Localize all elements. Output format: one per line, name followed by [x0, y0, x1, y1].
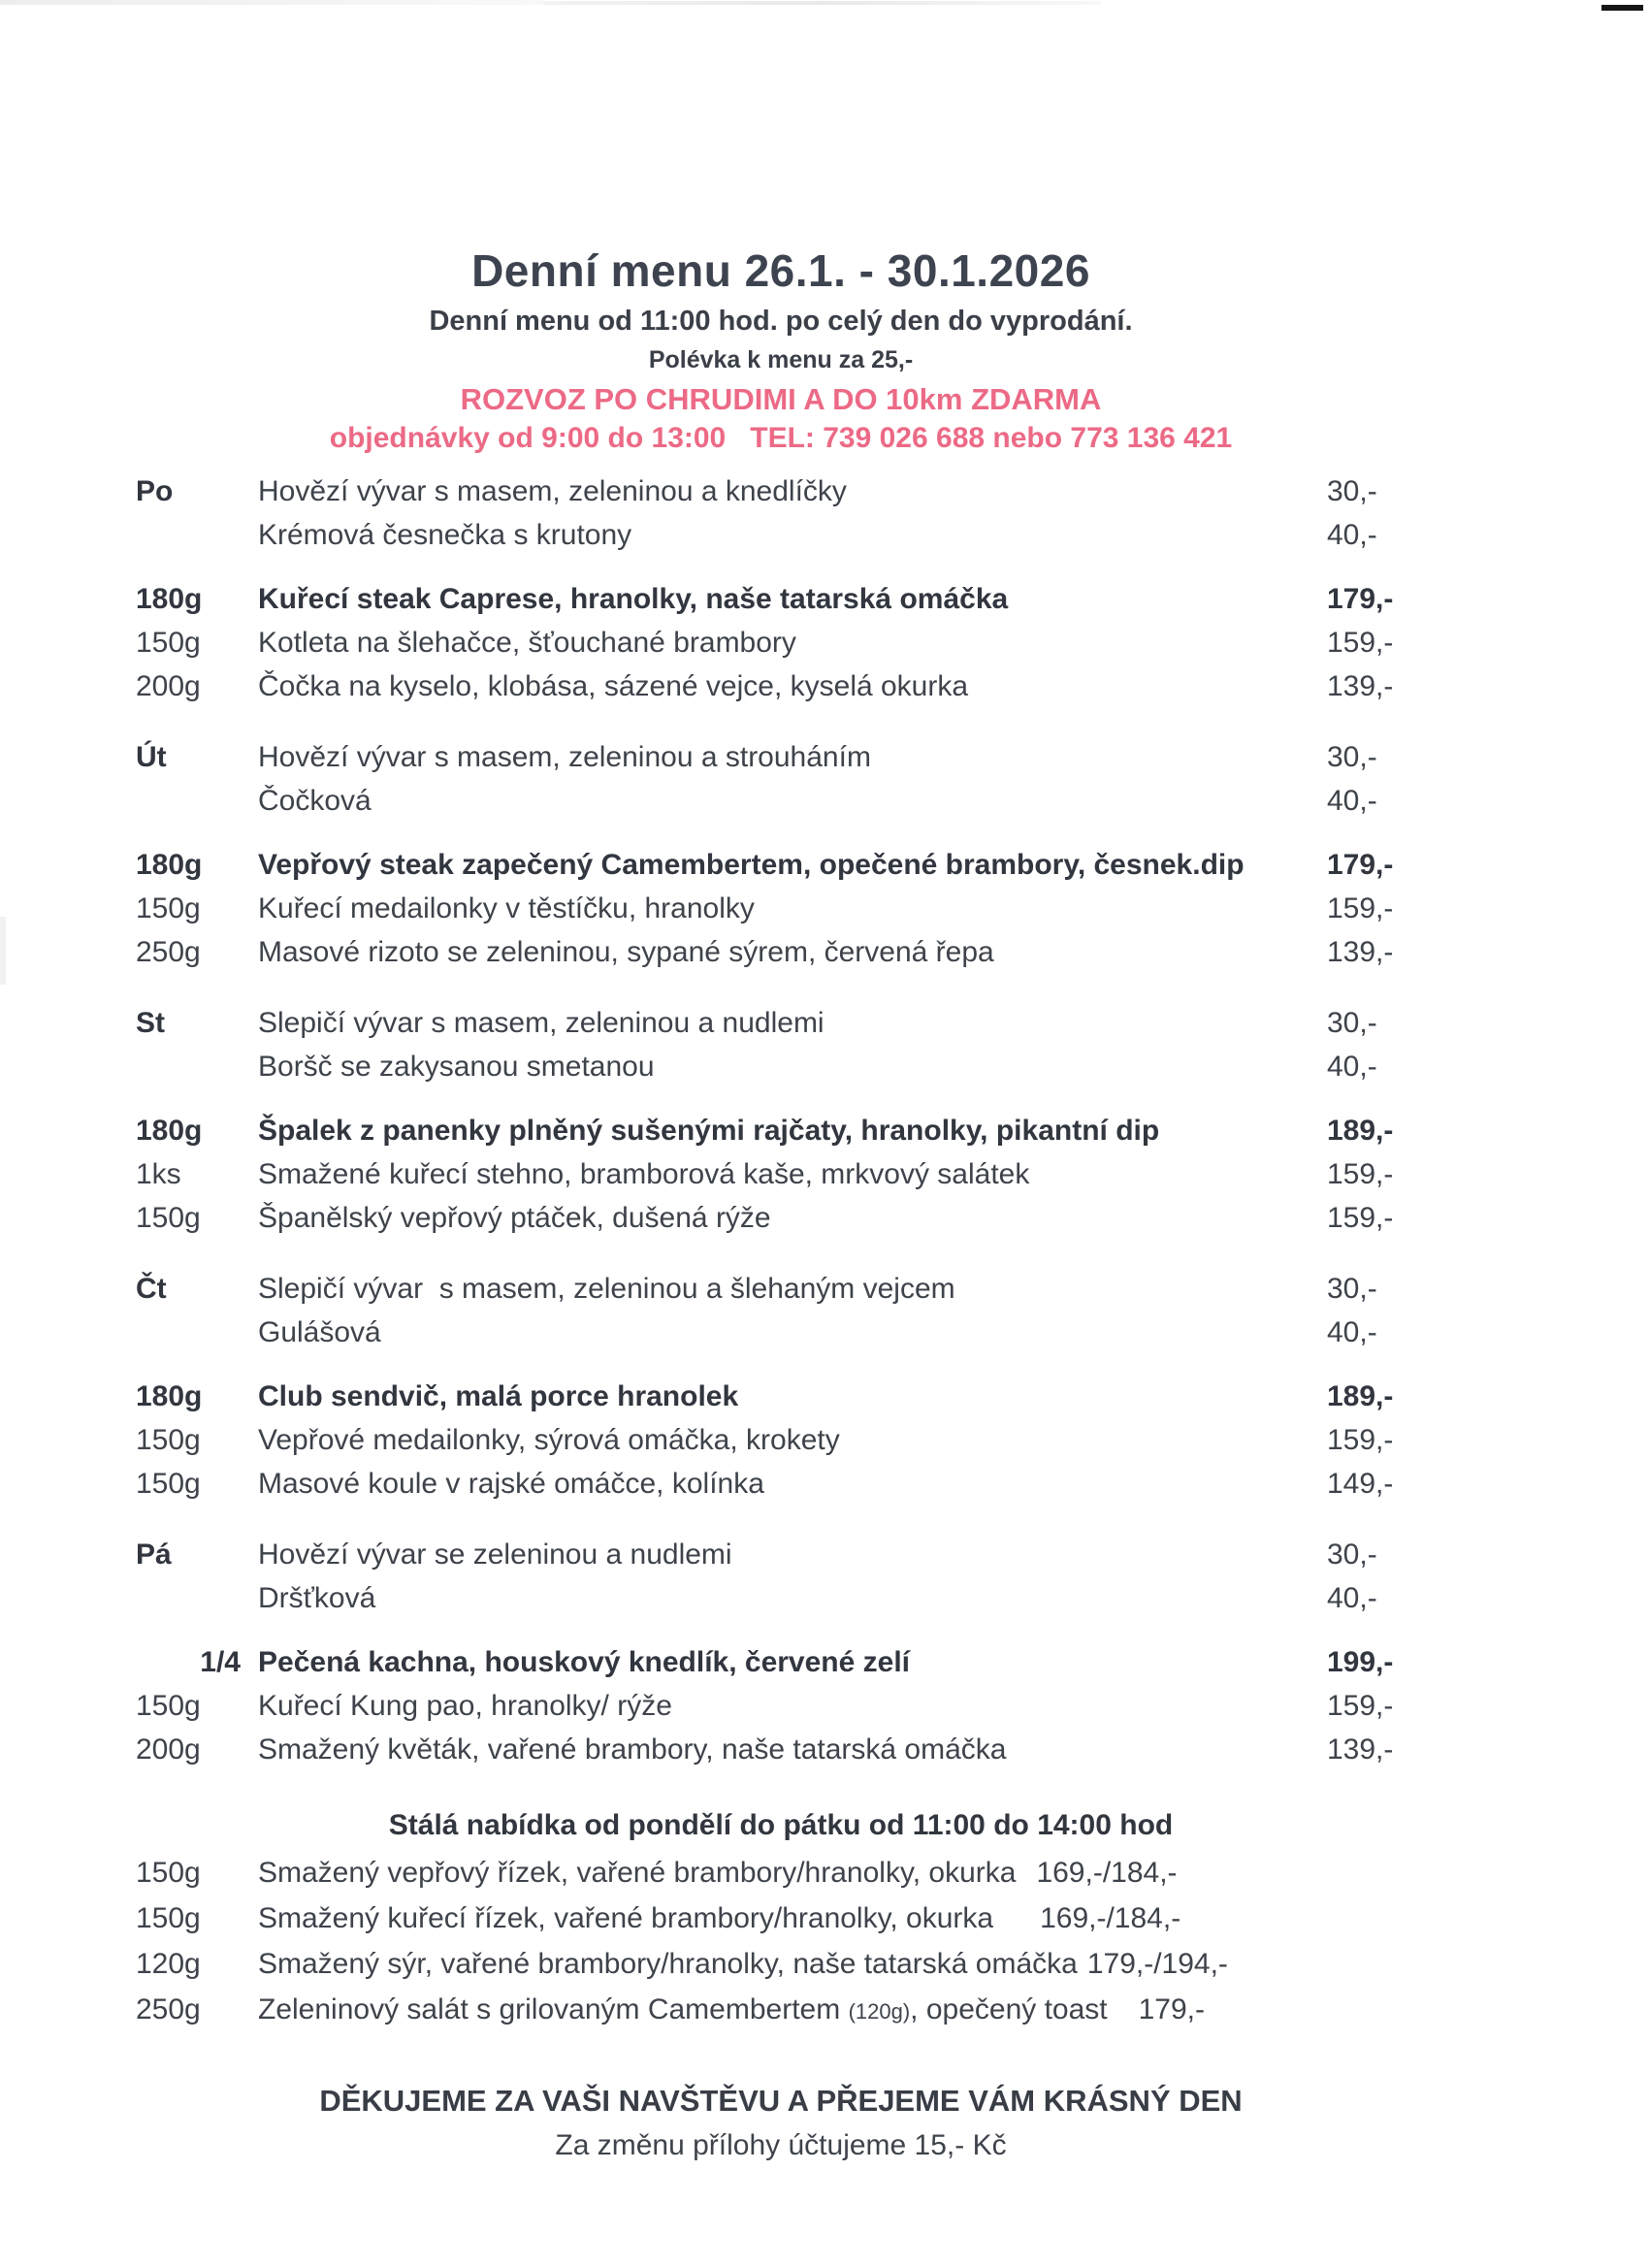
dish-name-suffix: , opečený toast — [910, 1993, 1108, 2025]
dish-qty: 180g — [136, 583, 203, 615]
main-dish-row — [136, 930, 1426, 974]
qty-empty — [136, 513, 241, 557]
soup-note: Polévka k menu za 25,- — [648, 346, 914, 373]
dish-name: Smažený vepřový řízek, vařené brambory/hranolky, okurka — [258, 1857, 1017, 1889]
dish-price: 179,- — [1327, 849, 1394, 881]
soup-price: 40,- — [1327, 785, 1377, 817]
dish-name: Masové koule v rajské omáčce, kolínka — [258, 1468, 764, 1500]
soup-row — [136, 1533, 1426, 1576]
standing-offer-row — [136, 1895, 1426, 1941]
menu-header — [136, 244, 1426, 458]
scan-dash-artifact — [1601, 5, 1643, 11]
qty-empty — [136, 779, 241, 823]
dish-name: Smažené kuřecí stehno, bramborová kaše, mrkvový salátek — [258, 1158, 1030, 1190]
dish-name: Kotleta na šlehačce, šťouchané brambory — [258, 627, 796, 659]
soup-row — [136, 513, 1426, 557]
day-block-tuesday — [136, 735, 1426, 974]
main-dish-row — [136, 1418, 1426, 1462]
dish-price: 159,- — [1327, 1202, 1394, 1234]
day-label: Po — [136, 475, 174, 507]
dish-qty: 150g — [136, 1902, 201, 1934]
dish-name-with-price — [258, 1987, 1310, 2034]
mains-group — [136, 1109, 1426, 1240]
dish-price: 149,- — [1327, 1468, 1394, 1500]
delivery-note: ROZVOZ PO CHRUDIMI A DO 10km ZDARMA — [460, 382, 1102, 416]
soup-row — [136, 1576, 1426, 1620]
dish-price: 159,- — [1327, 1690, 1394, 1722]
dish-name: Kuřecí Kung pao, hranolky/ rýže — [258, 1690, 672, 1722]
main-dish-row — [136, 1684, 1426, 1728]
weekly-menu — [136, 470, 1426, 1771]
soup-price: 40,- — [1327, 1582, 1377, 1614]
soup-name: Boršč se zakysanou smetanou — [258, 1051, 655, 1083]
soup-name: Hovězí vývar se zeleninou a nudlemi — [258, 1539, 732, 1571]
soup-name: Slepičí vývar s masem, zeleninou a nudlemi — [258, 1007, 824, 1039]
day-label: Čt — [136, 1273, 167, 1305]
main-dish-row — [136, 664, 1426, 708]
menu-content — [136, 244, 1426, 2167]
dish-name: Smažený květák, vařené brambory, naše tatarská omáčka — [258, 1733, 1007, 1766]
dish-qty: 1/4 — [200, 1646, 241, 1678]
soup-name: Krémová česnečka s krutony — [258, 519, 632, 551]
day-block-wednesday — [136, 1001, 1426, 1240]
price-empty — [1327, 1941, 1426, 1987]
dish-name: Kuřecí medailonky v těstíčku, hranolky — [258, 892, 755, 924]
dish-price: 199,- — [1327, 1646, 1394, 1678]
soup-row — [136, 1267, 1426, 1311]
dish-price: 139,- — [1327, 1733, 1394, 1766]
dish-name: Smažený sýr, vařené brambory/hranolky, naše tatarská omáčka — [258, 1948, 1078, 1980]
day-block-thursday — [136, 1267, 1426, 1506]
soup-price: 40,- — [1327, 519, 1377, 551]
qty-empty — [136, 1045, 241, 1088]
main-dish-row — [136, 1640, 1426, 1684]
soup-row — [136, 470, 1426, 513]
dish-price: 159,- — [1327, 1424, 1394, 1456]
qty-empty — [136, 1576, 241, 1620]
day-label: Pá — [136, 1539, 172, 1571]
soup-name: Slepičí vývar s masem, zeleninou a šlehaným vejcem — [258, 1273, 955, 1305]
dish-qty: 150g — [136, 1424, 201, 1456]
main-dish-row — [136, 1375, 1426, 1418]
dish-name-with-price — [258, 1850, 1310, 1895]
dish-price: 189,- — [1327, 1115, 1394, 1147]
soup-row — [136, 735, 1426, 779]
dish-price: 179,- — [1138, 1993, 1206, 2025]
dish-qty: 150g — [136, 627, 201, 659]
dish-price: 169,-/184,- — [1040, 1902, 1181, 1934]
dish-qty: 120g — [136, 1948, 201, 1980]
soup-price: 30,- — [1327, 1007, 1377, 1039]
soup-row — [136, 1311, 1426, 1354]
dish-name: Špalek z panenky plněný sušenými rajčaty, hranolky, pikantní dip — [258, 1115, 1160, 1147]
main-dish-row — [136, 1462, 1426, 1506]
main-dish-row — [136, 1109, 1426, 1152]
main-dish-row — [136, 1152, 1426, 1196]
dish-price: 159,- — [1327, 892, 1394, 924]
order-phone-note: objednávky od 9:00 do 13:00 TEL: 739 026 688 nebo 773 136 421 — [329, 422, 1233, 454]
main-dish-row — [136, 1196, 1426, 1240]
standing-offer-row — [136, 1987, 1426, 2034]
dish-price: 179,-/194,- — [1086, 1948, 1228, 1980]
dish-qty: 150g — [136, 1468, 201, 1500]
dish-price: 139,- — [1327, 936, 1394, 968]
soup-row — [136, 1001, 1426, 1045]
dish-qty: 150g — [136, 1690, 201, 1722]
dish-name: Club sendvič, malá porce hranolek — [258, 1380, 739, 1412]
day-label: Út — [136, 741, 167, 773]
soup-name: Hovězí vývar s masem, zeleninou a knedlíčky — [258, 475, 847, 507]
dish-qty: 200g — [136, 1733, 201, 1766]
mains-group — [136, 577, 1426, 708]
dish-price: 139,- — [1327, 670, 1394, 702]
dish-name: Španělský vepřový ptáček, dušená rýže — [258, 1202, 771, 1234]
side-change-note: Za změnu přílohy účtujeme 15,- Kč — [555, 2129, 1007, 2161]
soup-name: Gulášová — [258, 1316, 381, 1348]
dish-price: 159,- — [1327, 627, 1394, 659]
mains-group — [136, 1640, 1426, 1771]
dish-qty: 180g — [136, 849, 203, 881]
dish-price: 179,- — [1327, 583, 1394, 615]
soup-row — [136, 779, 1426, 823]
dish-name-prefix: Zeleninový salát s grilovaným Camembertem — [258, 1993, 849, 2025]
main-dish-row — [136, 577, 1426, 621]
soup-price: 40,- — [1327, 1316, 1377, 1348]
main-dish-row — [136, 621, 1426, 664]
dish-price: 169,-/184,- — [1036, 1857, 1178, 1889]
dish-name: Pečená kachna, houskový knedlík, červené zelí — [258, 1646, 910, 1678]
menu-subtitle: Denní menu od 11:00 hod. po celý den do vyprodání. — [429, 306, 1133, 337]
standing-offer-row — [136, 1941, 1426, 1987]
dish-name: Kuřecí steak Caprese, hranolky, naše tatarská omáčka — [258, 583, 1009, 615]
standing-offer-row — [136, 1850, 1426, 1895]
dish-qty: 180g — [136, 1380, 203, 1412]
soup-price: 30,- — [1327, 475, 1377, 507]
dish-name-with-price — [258, 1941, 1310, 1987]
mains-group — [136, 1375, 1426, 1506]
dish-name: Vepřový steak zapečený Camembertem, opečené brambory, česnek.dip — [258, 849, 1245, 881]
dish-name: Vepřové medailonky, sýrová omáčka, krokety — [258, 1424, 840, 1456]
soup-price: 30,- — [1327, 741, 1377, 773]
main-dish-row — [136, 887, 1426, 930]
dish-name: Čočka na kyselo, klobása, sázené vejce, kyselá okurka — [258, 670, 969, 702]
dish-price: 189,- — [1327, 1380, 1394, 1412]
dish-qty: 250g — [136, 936, 201, 968]
soup-name: Čočková — [258, 785, 372, 817]
dish-qty: 250g — [136, 1993, 201, 2025]
dish-qty: 200g — [136, 670, 201, 702]
dish-qty: 150g — [136, 1857, 201, 1889]
soup-name: Dršťková — [258, 1582, 376, 1614]
page-title: Denní menu 26.1. - 30.1.2026 — [471, 245, 1090, 296]
price-empty — [1327, 1895, 1426, 1941]
day-label: St — [136, 1007, 165, 1039]
soup-name: Hovězí vývar s masem, zeleninou a strouháním — [258, 741, 871, 773]
dish-name-with-price — [258, 1895, 1310, 1941]
dish-qty: 180g — [136, 1115, 203, 1147]
thank-you-note: DĚKUJEME ZA VAŠI NAVŠTĚVU A PŘEJEME VÁM KRÁSNÝ DEN — [319, 2084, 1243, 2118]
main-dish-row — [136, 1728, 1426, 1771]
soup-price: 40,- — [1327, 1051, 1377, 1083]
standing-offer-title: Stálá nabídka od pondělí do pátku od 11:00 do 14:00 hod — [388, 1809, 1174, 1841]
day-block-monday — [136, 470, 1426, 708]
scan-smudge-artifact — [0, 917, 6, 985]
qty-empty — [136, 1311, 241, 1354]
dish-qty: 150g — [136, 1202, 201, 1234]
price-empty — [1327, 1850, 1426, 1895]
soup-price: 30,- — [1327, 1539, 1377, 1571]
dish-name: Masové rizoto se zeleninou, sypané sýrem, červená řepa — [258, 936, 994, 968]
standing-offer-section — [136, 1801, 1426, 2034]
day-block-friday — [136, 1533, 1426, 1771]
mains-group — [136, 843, 1426, 974]
dish-qty: 150g — [136, 892, 201, 924]
soup-row — [136, 1045, 1426, 1088]
dish-portion-note: (120g) — [848, 1999, 911, 2024]
menu-footer — [136, 2079, 1426, 2167]
scan-streak-artifact — [0, 0, 543, 5]
dish-name: Smažený kuřecí řízek, vařené brambory/hranolky, okurka — [258, 1902, 994, 1934]
dish-qty: 1ks — [136, 1158, 181, 1190]
price-empty — [1327, 1987, 1426, 2034]
dish-price: 159,- — [1327, 1158, 1394, 1190]
soup-price: 30,- — [1327, 1273, 1377, 1305]
main-dish-row — [136, 843, 1426, 887]
scan-streak-artifact — [543, 1, 1101, 5]
